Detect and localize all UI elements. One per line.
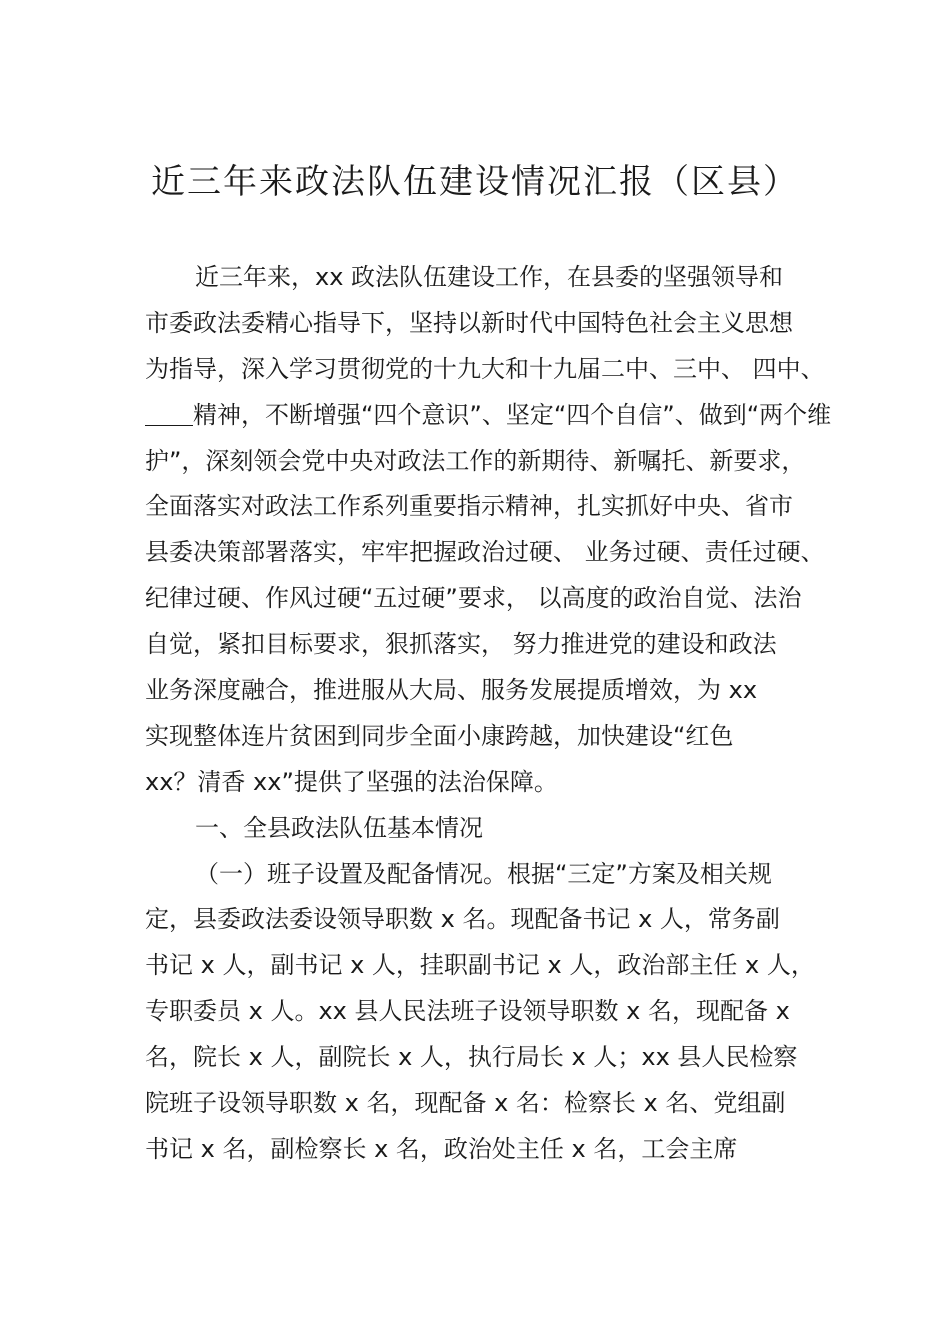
paragraph-line: （一）班子设置及配备情况。根据“三定”方案及相关规 [195,859,772,888]
paragraph-line: ＿＿精神，不断增强“四个意识”、坚定“四个自信”、做到“两个维 [145,400,832,429]
paragraph-line: 书记 x 人，副书记 x 人，挂职副书记 x 人，政治部主任 x 人， [145,951,815,980]
paragraph-line: 书记 x 名，副检察长 x 名，政治处主任 x 名，工会主席 [145,1134,738,1163]
document-title: 近三年来政法队伍建设情况汇报（区县） [151,162,799,202]
paragraph-line: 县委决策部署落实，牢牢把握政治过硬、 业务过硬、责任过硬、 [145,538,825,567]
paragraph-line: 实现整体连片贫困到同步全面小康跨越，加快建设“红色 [145,721,734,750]
paragraph-line: 市委政法委精心指导下，坚持以新时代中国特色社会主义思想 [145,308,793,337]
paragraph-line: 名，院长 x 人，副院长 x 人，执行局长 x 人；xx 县人民检察 [145,1043,798,1072]
paragraph-line: 护”，深刻领会党中央对政法工作的新期待、新嘱托、新要求， [145,446,806,475]
paragraph-line: 全面落实对政法工作系列重要指示精神，扎实抓好中央、省市 [145,492,793,521]
section-heading: 一、全县政法队伍基本情况 [195,813,483,842]
paragraph-line: 近三年来，xx 政法队伍建设工作，在县委的坚强领导和 [195,263,784,291]
paragraph-line: 为指导，深入学习贯彻党的十九大和十九届二中、三中、 四中、 [145,354,825,383]
paragraph-line: 业务深度融合，推进服从大局、服务发展提质增效，为 xx [145,676,758,705]
paragraph-line: 自觉，紧扣目标要求，狠抓落实， 努力推进党的建设和政法 [145,630,777,659]
paragraph-line: xx？清香 xx”提供了坚强的法治保障。 [145,767,558,796]
paragraph-line: 定，县委政法委设领导职数 x 名。现配备书记 x 人，常务副 [145,905,780,934]
paragraph-line: 专职委员 x 人。xx 县人民法班子设领导职数 x 名，现配备 x [145,997,790,1026]
paragraph-line: 纪律过硬、作风过硬“五过硬”要求， 以高度的政治自觉、法治 [145,584,802,613]
paragraph-line: 院班子设领导职数 x 名，现配备 x 名：检察长 x 名、党组副 [145,1089,786,1118]
document-body [145,255,835,1173]
